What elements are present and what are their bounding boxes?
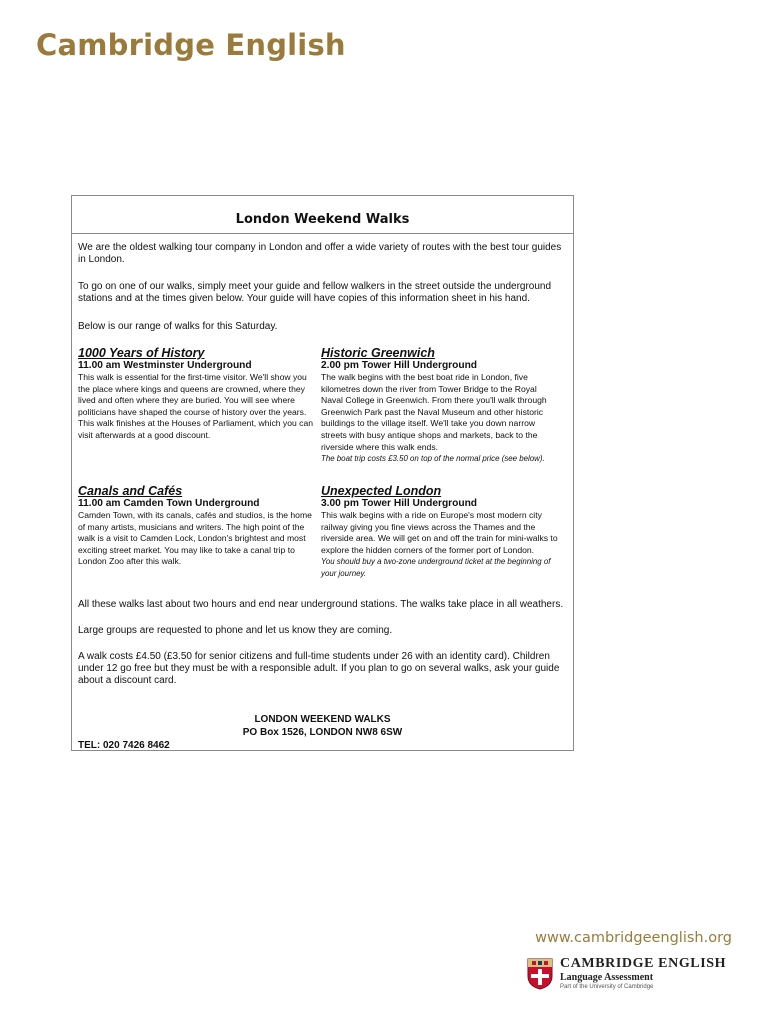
walk-title: Canals and Cafés [78, 484, 183, 498]
walk-card [321, 484, 561, 580]
brand-title: Cambridge English [36, 28, 346, 62]
leaflet-box [71, 195, 574, 751]
walk-note: The boat trip costs £3.50 on top of the normal price (see below). [321, 454, 545, 464]
postal-address [72, 713, 573, 739]
walk-time: 3.00 pm Tower Hill Underground [321, 498, 478, 509]
address-company: LONDON WEEKEND WALKS [254, 714, 391, 725]
walk-description: Camden Town, with its canals, cafés and studios, is the home of many artists, musicians and writers. The high point of the walk is a visit to Camden Lock, London's brightest and most exciting street market. You may like to take a canal trip to London Zoo after this walk. [78, 510, 312, 567]
walk-description: This walk is essential for the first-time visitor. We'll show you the place where kings and queens are crowned, where they lived and often where they are buried. You will see where politicians have shaped the course of history over the years. This walk finishes at the Houses of Parliament, which you can visit afterwards at a good discount. [78, 372, 314, 440]
walk-time: 11.00 am Camden Town Underground [78, 498, 260, 509]
logo-wordmark: CAMBRIDGE ENGLISH [560, 956, 727, 971]
walk-title: Historic Greenwich [321, 346, 435, 360]
logo-subtitle: Language Assessment [560, 972, 654, 983]
address-pobox: PO Box 1526, LONDON NW8 6SW [242, 727, 403, 738]
price-paragraph: A walk costs £4.50 (£3.50 for senior citizens and full-time students under 26 with an identity card). Children under 12 go free but they must be with a responsible adult. If you plan to go on several walks, ask your guide about a discount card. [78, 651, 560, 686]
telephone: TEL: 020 7426 8462 [78, 740, 170, 751]
range-paragraph: Below is our range of walks for this Saturday. [78, 321, 278, 332]
groups-paragraph: Large groups are requested to phone and let us know they are coming. [78, 625, 393, 636]
leaflet-title: London Weekend Walks [235, 212, 410, 227]
title-divider [72, 233, 573, 234]
logo-tagline: Part of the University of Cambridge [560, 984, 654, 990]
intro-paragraph: We are the oldest walking tour company in London and offer a wide variety of routes with the best tour guides in London. [78, 242, 562, 265]
meeting-paragraph: To go on one of our walks, simply meet your guide and fellow walkers in the street outside the underground stations and at the times given below. Your guide will have copies of this information sheet in his hand. [78, 281, 552, 304]
walk-description: This walk begins with a ride on Europe's most modern city railway giving you fine views across the Thames and the riverside area. We will get on and off the train for mini-walks to explore the hidden corners of the former port of London. [321, 510, 558, 555]
walk-card [78, 346, 318, 442]
duration-paragraph: All these walks last about two hours and end near underground stations. The walks take place in all weathers. [78, 599, 564, 610]
cambridge-crest-icon [527, 958, 553, 990]
walk-card [321, 346, 561, 465]
walk-card [78, 484, 318, 568]
website-url[interactable]: www.cambridgeenglish.org [535, 930, 732, 946]
walk-title: 1000 Years of History [78, 346, 205, 360]
walk-note: You should buy a two-zone underground ticket at the beginning of your journey. [321, 557, 551, 578]
walk-time: 11.00 am Westminster Underground [78, 360, 252, 371]
walk-time: 2.00 pm Tower Hill Underground [321, 360, 478, 371]
walk-description: The walk begins with the best boat ride in London, five kilometres down the river from Tower Bridge to the Royal Naval College in Greenwich. From there you'll walk through Greenwich Park past the Naval Museum and other historic buildings to the village itself. We'll take you down narrow streets with busy antique shops and markets, back to the riverside where this walk ends. [321, 372, 547, 452]
walk-title: Unexpected London [321, 484, 442, 498]
